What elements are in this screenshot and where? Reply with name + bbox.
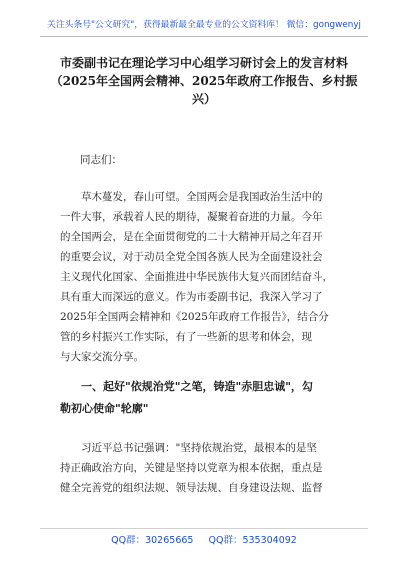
title-line-2: （2025年全国两会精神、2025年政府工作报告、乡村振 — [50, 74, 358, 88]
paragraph-1-line: 主义现代化国家、全面推进中华民族伟大复兴而团结奋斗， — [60, 271, 333, 283]
paragraph-2 — [60, 438, 348, 498]
footer-divider — [40, 528, 368, 529]
paragraph-2-line: 健全完善党的组织法规、领导法规、自身建设法规、监督 — [60, 482, 323, 494]
section-heading-1 — [60, 376, 360, 420]
paragraph-1-line: 与大家交流分享。 — [60, 351, 144, 363]
paragraph-1-line: 草木蔓发，春山可望。全国两会是我国政治生活中的 — [81, 191, 323, 203]
title-line-1: 市委副书记在理论学习中心组学习研讨会上的发言材料 — [59, 56, 348, 70]
footer-qq-group-1[interactable]: QQ群：30265665 — [111, 535, 194, 546]
paragraph-1-line: 的重要会议，对于动员全党全国各族人民为全面建设社会 — [60, 251, 323, 263]
footer-qq-group-2[interactable]: QQ群：535304092 — [208, 535, 297, 546]
paragraph-1-line: 2025年全国两会精神和《2025年政府工作报告》，结合分 — [60, 311, 329, 323]
paragraph-1-line: 的全国两会，是在全面贯彻党的二十大精神开局之年召开 — [60, 231, 323, 243]
title-line-3: 兴） — [191, 92, 216, 106]
document-title — [40, 54, 368, 108]
footer — [0, 532, 408, 548]
section-heading-1-line-1: 一、起好"依规治党"之笔，铸造"赤胆忠诚"，勾 — [81, 380, 313, 393]
paragraph-2-line: 持正确政治方向，关键是坚持以党章为根本依据，重点是 — [60, 462, 323, 474]
header-banner[interactable]: 关注头条号"公文研究"，获得最新最全最专业的公文资料库！ 微信：gongwenyj — [40, 14, 368, 37]
greeting: 同志们： — [80, 154, 122, 166]
paragraph-1-line: 具有重大而深远的意义。作为市委副书记，我深入学习了 — [60, 291, 323, 303]
section-heading-1-line-2: 勒初心使命"轮廓" — [60, 402, 149, 415]
paragraph-2-line: 习近平总书记强调："坚持依规治党，最根本的是坚 — [81, 442, 317, 454]
paragraph-1-line: 一件大事，承载着人民的期待，凝聚着奋进的力量。今年 — [60, 211, 323, 223]
paragraph-1 — [60, 187, 348, 367]
paragraph-1-line: 管的乡村振兴工作实际，有了一些新的思考和体会，现 — [60, 331, 312, 343]
